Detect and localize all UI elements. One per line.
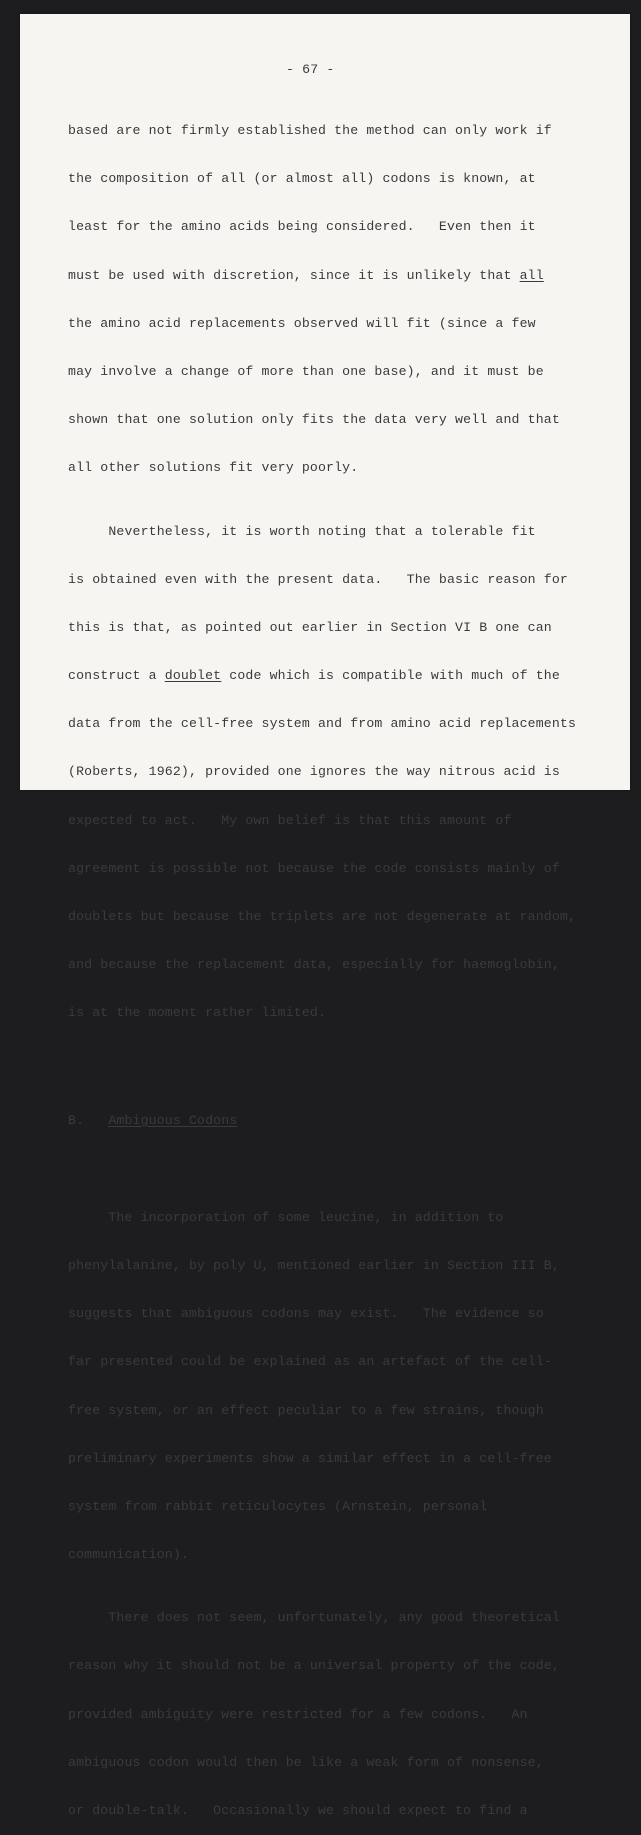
- text-line: reason why it should not be a universal property of the code,: [68, 1658, 560, 1674]
- text-line: preliminary experiments show a similar effect in a cell-free: [68, 1450, 552, 1466]
- text-line: [68, 267, 608, 285]
- text-line: free system, or an effect peculiar to a few strains, though: [68, 1402, 544, 1418]
- text-line: The incorporation of some leucine, in addition to: [68, 1209, 504, 1225]
- text-line: provided ambiguity were restricted for a few codons. An: [68, 1706, 528, 1722]
- text-line: system from rabbit reticulocytes (Arnstein, personal: [68, 1498, 488, 1514]
- page-number: - 67 -: [286, 62, 335, 77]
- text-line: communication).: [68, 1547, 189, 1563]
- text-line: far presented could be explained as an artefact of the cell-: [68, 1354, 552, 1370]
- text-line: Nevertheless, it is worth noting that a tolerable fit: [68, 523, 536, 539]
- text-fragment: must be used with discretion, since it is unlikely that: [68, 267, 520, 283]
- text-line: the composition of all (or almost all) codons is known, at: [68, 171, 536, 187]
- text-line: agreement is possible not because the code consists mainly of: [68, 860, 560, 876]
- text-line: shown that one solution only fits the data very well and that: [68, 412, 560, 428]
- text-line: the amino acid replacements observed will fit (since a few: [68, 315, 536, 331]
- text-line: may involve a change of more than one base), and it must be: [68, 363, 544, 379]
- text-line: based are not firmly established the method can only work if: [68, 123, 552, 138]
- text-line: is obtained even with the present data. The basic reason for: [68, 571, 568, 587]
- text-line: and because the replacement data, especially for haemoglobin,: [68, 957, 560, 973]
- text-line: least for the amino acids being considered. Even then it: [68, 219, 536, 235]
- text-line: all other solutions fit very poorly.: [68, 460, 359, 476]
- underlined-word: doublet: [164, 668, 222, 684]
- text-line: or double-talk. Occasionally we should expect to find a: [68, 1803, 528, 1818]
- text-line: this is that, as pointed out earlier in Section VI B one can: [68, 619, 552, 635]
- text-fragment: construct a: [68, 668, 165, 684]
- underlined-word: all: [519, 267, 544, 283]
- section-label: B.: [68, 1112, 109, 1128]
- section-heading: [68, 1112, 608, 1130]
- text-line: is at the moment rather limited.: [68, 1005, 327, 1021]
- text-line: suggests that ambiguous codons may exist. The evidence so: [68, 1306, 544, 1322]
- section-title: Ambiguous Codons: [108, 1112, 238, 1128]
- text-line: data from the cell-free system and from amino acid replacements: [68, 716, 577, 732]
- text-line: expected to act. My own belief is that this amount of: [68, 812, 512, 828]
- body-text: [68, 92, 608, 1835]
- text-line: (Roberts, 1962), provided one ignores the way nitrous acid is: [68, 764, 560, 780]
- text-line: doublets but because the triplets are not degenerate at random,: [68, 909, 577, 924]
- section-gap: [68, 1160, 608, 1164]
- text-line: ambiguous codon would then be like a weak form of nonsense,: [68, 1754, 544, 1770]
- section-gap: [68, 1068, 608, 1082]
- text-line: [68, 667, 608, 685]
- text-line: There does not seem, unfortunately, any good theoretical: [68, 1610, 560, 1626]
- text-fragment: code which is compatible with much of the: [221, 668, 560, 684]
- text-line: phenylalanine, by poly U, mentioned earlier in Section III B,: [68, 1257, 560, 1273]
